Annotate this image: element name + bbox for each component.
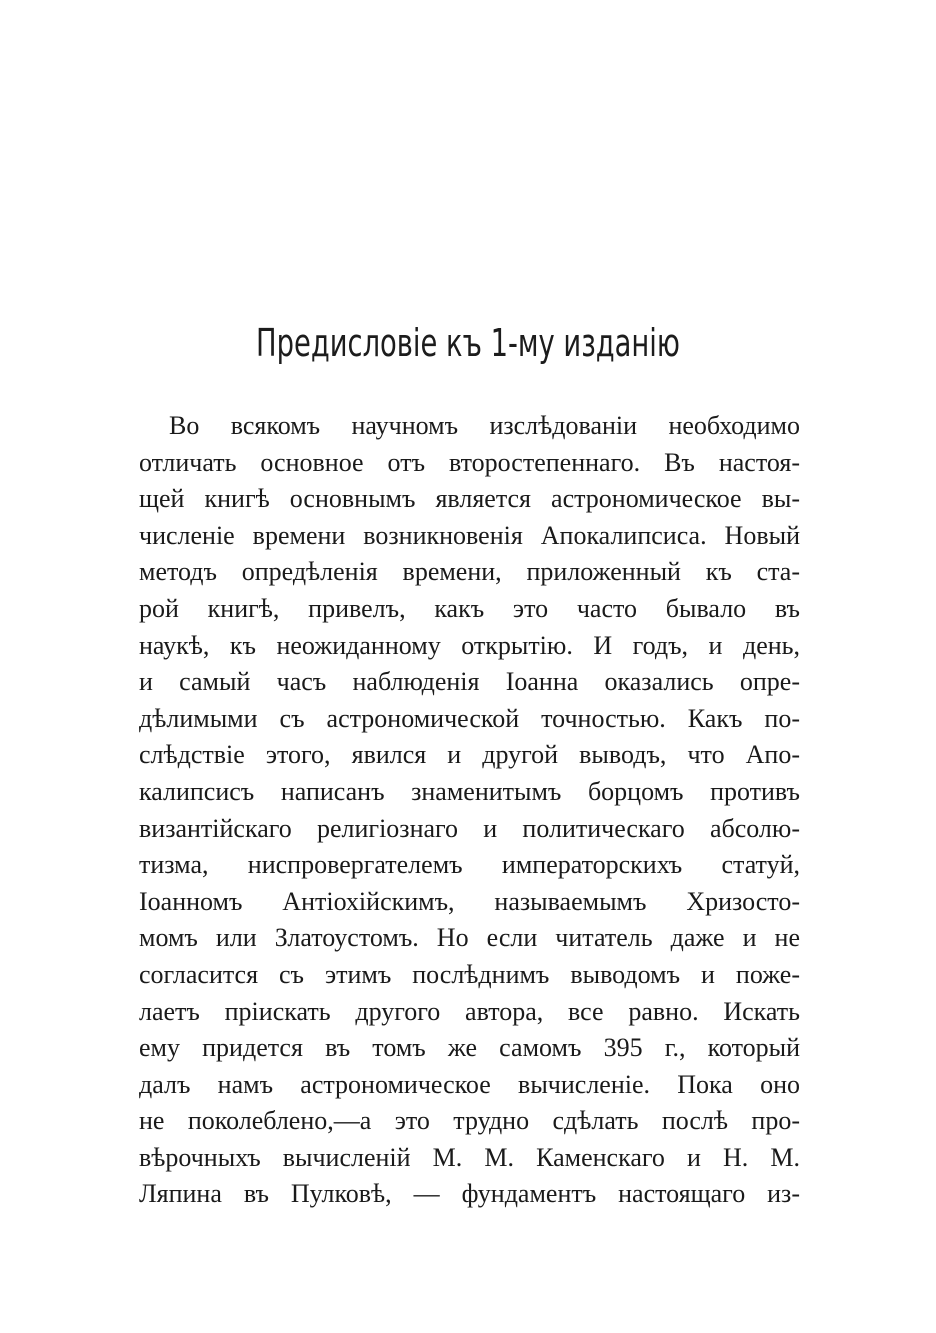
text-line: дѣлимыми съ астрономической точностью. Какъ по-	[139, 703, 800, 733]
text-line: ему придется въ томъ же самомъ 395 г., который	[139, 1033, 800, 1063]
text-line: рой книгѣ, привелъ, какъ это часто бывало въ	[139, 593, 800, 623]
text-line: численіе времени возникновенія Апокалипсиса. Новый	[139, 520, 800, 550]
text-line: момъ или Златоустомъ. Но если читатель даже и не	[139, 923, 800, 953]
text-line: лаетъ пріискать другого автора, все равно. Искать	[139, 996, 800, 1026]
preface-paragraph	[139, 408, 800, 1213]
text-line: Ляпина въ Пулковѣ, — фундаментъ настоящаго из-	[139, 1179, 800, 1209]
page-title: Предисловіе къ 1-му изданію	[256, 321, 680, 365]
text-line: Іоанномъ Антіохійскимъ, называемымъ Хризосто-	[139, 886, 800, 916]
text-line: византійскаго религіознаго и политическаго абсолю-	[139, 813, 800, 843]
text-line: далъ намъ астрономическое вычисленіе. Пока оно	[139, 1069, 800, 1099]
text-line: тизма, ниспровергателемъ императорскихъ статуй,	[139, 850, 800, 880]
text-line: отличать основное отъ второстепеннаго. Въ настоя-	[139, 447, 800, 477]
text-line: щей книгѣ основнымъ является астрономическое вы-	[139, 484, 800, 514]
text-line: вѣрочныхъ вычисленій М. М. Каменскаго и Н. М.	[139, 1142, 800, 1172]
text-line: калипсисъ написанъ знаменитымъ борцомъ противъ	[139, 776, 800, 806]
text-line: согласится съ этимъ послѣднимъ выводомъ и поже-	[139, 959, 800, 989]
text-line: Во всякомъ научномъ изслѣдованіи необходимо	[169, 411, 800, 440]
text-line: наукѣ, къ неожиданному открытію. И годъ, и день,	[139, 630, 800, 660]
text-line: методъ опредѣленія времени, приложенный къ ста-	[139, 557, 800, 587]
text-line: слѣдствіе этого, явился и другой выводъ, что Апо-	[139, 740, 800, 770]
text-line: и самый часъ наблюденія Іоанна оказались опре-	[139, 667, 800, 697]
text-line: не поколеблено,—а это трудно сдѣлать послѣ про-	[139, 1106, 800, 1136]
